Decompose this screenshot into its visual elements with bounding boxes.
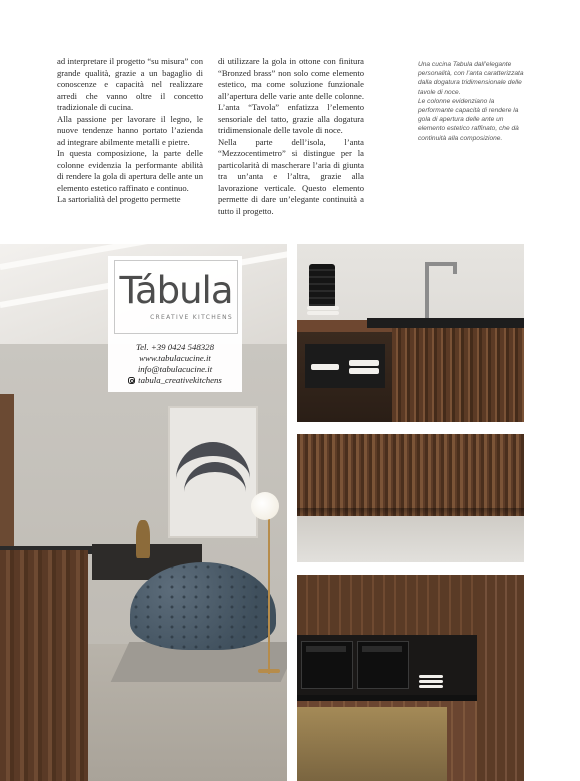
paragraph: In questa composizione, la parte delle colonne evidenzia la performante abilità di rendere la gola di apertura delle ante un elemento estetico raffinato e continuo. [57, 148, 203, 193]
brass-panel [297, 707, 447, 781]
kitchen-island-sink-photo [297, 244, 524, 422]
plate [307, 311, 339, 315]
brand-box [108, 256, 242, 392]
logo-tagline: CREATIVE KITCHENS [150, 314, 233, 321]
walnut-slats [297, 434, 524, 516]
plate [419, 675, 443, 678]
paragraph: Alla passione per lavorare il legno, le nuove tendenze hanno portato l’azienda ad integrare abilmente metalli e pietre. [57, 113, 203, 147]
kitchen-columns-ovens-photo [297, 575, 524, 781]
paragraph: di utilizzare la gola in ottone con finitura “Bronzed brass” non solo come elemento estetico, ma come soluzione funzionale all’apertura delle varie ante delle colonne. L’anta “Tavola” enfatizza l’elemento sensoriale del tatto, grazie alla dogatura tridimensionale delle tavole di noce. [218, 56, 364, 135]
faucet [453, 262, 457, 274]
contact-email[interactable]: info@tabulacucine.it [137, 364, 213, 374]
instagram-icon [128, 377, 135, 384]
floor-lamp-pole [268, 514, 270, 674]
paragraph: ad interpretare il progetto “su misura” con grande qualità, grazie a un bagaglio di conoscenze e capacità nel realizzare arredi che vanno oltre il concetto tradizionale di cucina. [57, 56, 203, 112]
floor-lamp-globe [251, 492, 279, 520]
plate [419, 680, 443, 683]
oven [357, 641, 409, 689]
plate [311, 364, 339, 370]
paragraph: Nella parte dell’isola, l’anta “Mezzocentimetro” si distingue per la particolarità di mascherare l’aria di giunta tra un’anta e l’altra, grazie alla lavorazione verticale. Questo elemento permette di dare un’elegante continuità a tutto il progetto. [218, 136, 364, 216]
logo-wordmark: Tábula [119, 269, 233, 312]
paint-stroke [184, 462, 246, 522]
walnut-slats [392, 328, 524, 422]
stacked-bowls [309, 264, 335, 308]
floor-lamp-base [258, 669, 280, 673]
oven-panel [306, 646, 346, 652]
article-column-2 [218, 56, 364, 217]
vase [136, 520, 150, 558]
paragraph: La sartorialità del progetto permette [57, 194, 181, 204]
contact-instagram[interactable] [108, 375, 242, 386]
walnut-island [0, 550, 88, 781]
wood-wall-panel [0, 394, 14, 554]
wood-column [477, 575, 524, 781]
caption-paragraph: Le colonne evidenziano la performante capacità di rendere la gola di apertura delle ante un elemento estetico raffinato, che dà continuità alla composizione. [418, 97, 519, 142]
oven-panel [362, 646, 402, 652]
plate [349, 360, 379, 366]
marble-top [367, 318, 524, 328]
oven [301, 641, 353, 689]
faucet [425, 264, 429, 318]
plate [349, 368, 379, 374]
photo-caption [418, 60, 528, 143]
walnut-slats-detail-photo [297, 434, 524, 562]
contact-website[interactable]: www.tabulacucine.it [139, 353, 211, 363]
instagram-handle: tabula_creativekitchens [138, 375, 222, 385]
painting [168, 406, 258, 538]
brand-logo [114, 260, 238, 334]
stone-surface [297, 516, 524, 562]
plate [307, 306, 339, 310]
caption-paragraph: Una cucina Tabula dall’elegante personalità, con l’anta caratterizzata dalla dogatura tridimensionale delle tavole di noce. [418, 61, 524, 96]
plate [419, 685, 443, 688]
contact-phone: Tel. +39 0424 548328 [136, 342, 214, 352]
article-column-1 [57, 56, 203, 206]
